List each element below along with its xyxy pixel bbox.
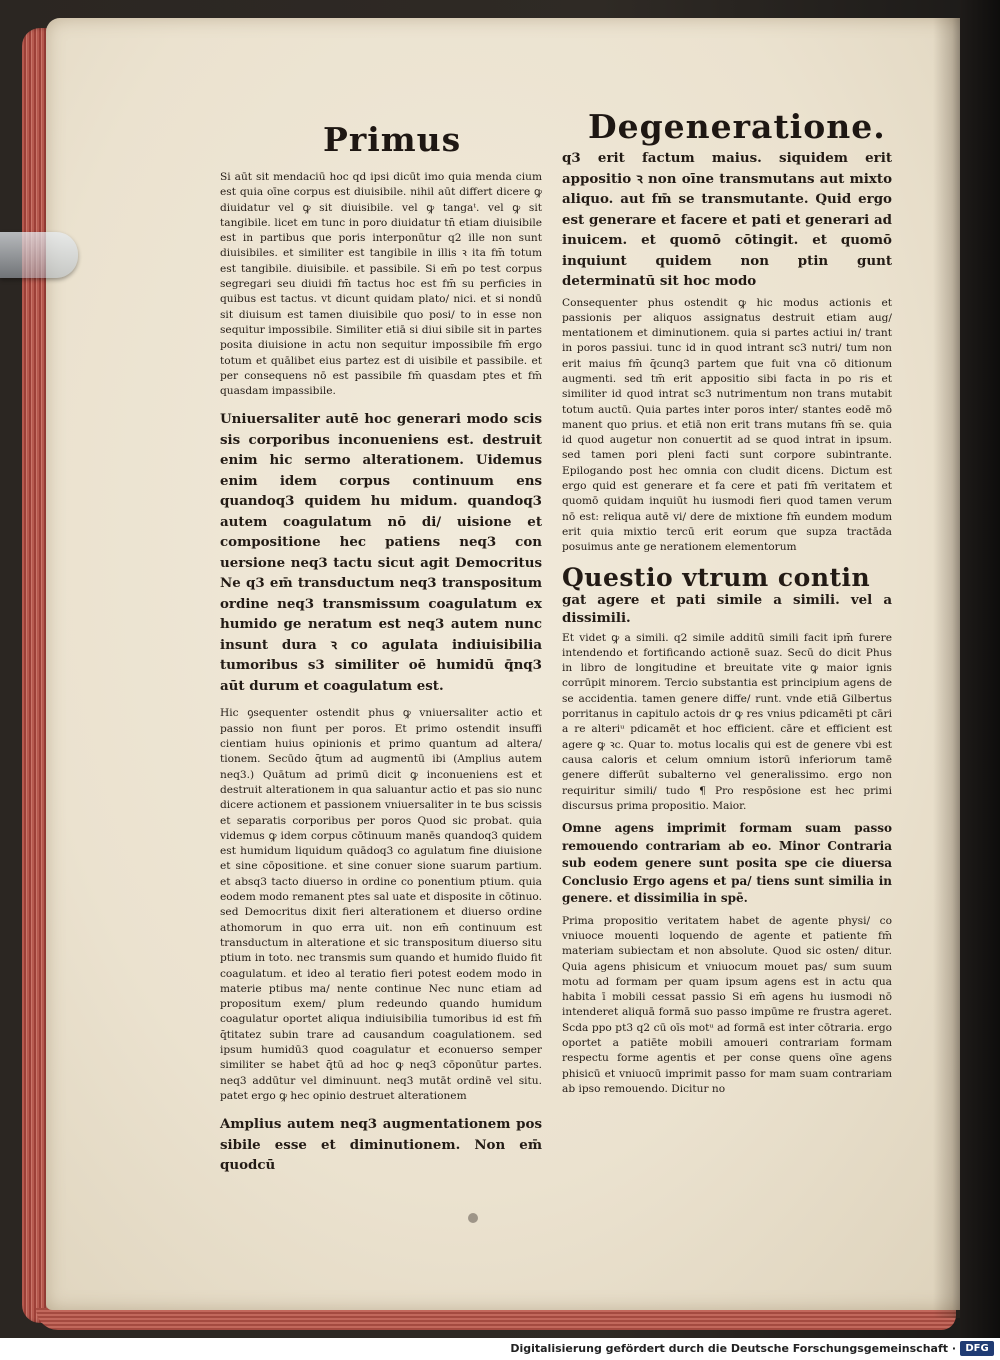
text-block: Si aūt sit mendaciū hoc qd ipsi dicūt imo quia menda cium est quia oīne corpus est diuisibile. nihil aūt differt dicere ꝙ diuidatur vel ꝙ sit diuisibile. vel ꝙ tangaᵗ. vel ꝙ sit tangibile. licet em tunc in poro diuidatur tn̄ etiam diuisibile est in partibus que poris interponūtur q2 ille non sunt diuisibiles. et similiter est tangibile in illis ꝛ ita fm̄ totum est tangibile. diuisibile. et passibile. Si em̄ po test corpus segregari seu diuidi fm̄ tactus hoc est fm̄ su perficies in quibus est tactus. vt dicunt quidam plato/ nici. et si nondū sit diuisum est tamen diuisibile quo posi/ to in esse non sequitur impossibile. Similiter etiā si diui sibile sit in partes posita diuisione in actu non sequitur impossibile fm̄ ergo totum et quālibet eius partez est di uisibile et passibile. et per consequens nō est passibile fm̄ quasdam ptes et fm̄ quasdam impassibile.: [220, 171, 542, 398]
text-block: Hic ꝯsequenter ostendit phus ꝙ vniuersaliter actio et passio non fiunt per poros. Et primo ostendit insuffi cientiam huius opinionis et primo quantum ad altera/ tionem. Secūdo q̄tum ad augmentū ibi (Amplius autem neq3.) Quātum ad primū dicit ꝙ inconueniens est et destruit alterationem in qua saluantur actio et pas sio nunc dicere actionem et passionem vniuersaliter in te bus scissis et separatis corporibus per poros Quod sic probat. quia videmus ꝙ idem corpus cōtinuum manēs quandoq3 quidem est humidum liquidum quādoq3 co agulatum fine diuisione et sine cōpositione. et sine conuer sione suarum partium. et absq3 tacto diuerso in ordine co ponentium ptium. quia eodem modo remanent ptes sal uate et disposite in cōtinuo. sed Democritus dixit fieri alterationem et diuerso ordine athomorum in quo erra uit. non em̄ continuum est transductum in alteratione et sic transpositum diuerso situ ptium in toto. nec transmis sum quando et humido fluido fit coagulatum. et ideo al teratio fieri potest eodem modo in materie ptibus ma/ nente continue Nec nunc etiam ad propositum exem/ plum redeundo quando humidum coagulatur oportet aliqua indiuisibilia tumoribus id est fm̄ q̄titatez subin trare ad causandum coagulationem. sed ipsum humidū3 quod coagulatur et econuerso semper similiter se habet q̄tū ad hoc ꝙ neq3 cōponūtur partes. neq3 addūtur vel diminuunt. neq3 mutāt ordinē vel situ. patet ergo ꝙ hec opinio destruet alterationem: [220, 707, 542, 1102]
text-block: Et videt ꝙ a simili. q2 simile additū simili facit ipm̄ furere intendendo et fortificando actionē suaz. Secū do dicit Phus in libro de longitudine et breuitate vite ꝙ maior ignis corrūpit minorem. Tercio substantia est principium agens de se accidentia. tamen genere diffe/ runt. vnde etiā Gilbertus porritanus in capitulo actois dr ꝙ res vnius pdicamēti pt cāri a re alteriᵘ pdicamēt et hoc efficient. cāre et efficient est agere ꝙ ꝛc. Quar to. motus localis qui est de genere vbi est causa caloris et celum omnium istorū inferiorum tamē genere differūt subalterno vel generalissimo. ergo non requiritur simili/ tudo ¶ Pro respōsione est hec primi discursus prima propositio. Maior.: [562, 631, 892, 812]
page-clip: [0, 232, 78, 278]
dfg-logo-icon: DFG: [960, 1341, 994, 1356]
text-block: q3 erit factum maius. siquidem erit appositio ꝛ non oīne transmutans aut mixto aliquo. aut fm̄ se transmutante. Quid ergo est generare et facere et pati et generari ad inuicem. et quomō cōtingit. et quomō inquiunt quidem non ptin gunt determinatū sit hoc modo: [562, 150, 892, 289]
footer-credit: Digitalisierung gefördert durch die Deutsche Forschungsgemeinschaft ·: [510, 1342, 956, 1355]
text-block: Prima propositio veritatem habet de agente physi/ co vniuoce mouenti loquendo de agente et patiente fm̄ materiam subiectam et non absolute. Quod sic osten/ ditur. Quia agens phisicum et vniuocum mouet pas/ sum suum motu ad formam per quam ipsum agens est in actu qua habita ī mobili cessat passio Si em̄ agens hu iusmodi nō intenderet aliquā formā suo passo impūme re frustra ageret. Scda ppo pt3 q2 cū oīs motᵘ ad formā est inter cōtraria. ergo oportet a patiēte mobili amoueri contrariam formam respectu forme agentis et per conse quens oīne agens phisicū et vniuocū imprimit passo for mam suam contrariam ab ipso remouendo. Dicitur no: [562, 914, 892, 1095]
text-block: Consequenter phus ostendit ꝙ hic modus actionis et passionis per aliquos assignatus destruit etiam aug/ mentationem et diminutionem. quia si partes actiui in/ trant in poros passiui. tunc id in quod intrant sc3 nutri/ tum non erit maius fm̄ q̄cunq3 partem que fuit vna cō ditionum augmenti. sed tm̄ erit appositio sibi facta in po ris et similiter id quod intrat sc3 nutrimentum non trans mutabit totum auctū. Quia partes inter poros inter/ stantes eodē mō manent quo prius. et etiā non erit trans mutans fm̄ se. quia id quod augetur non conuertit ad se quod intrat in ipsum. sed tamen pori pleni facti sunt corpore subintrante. Epilogando post hec omnia con cludit dicens. Dictum est ergo quid est generare et fa cere et pati fm̄ veritatem et quomō quidam inquiūt hu iusmodi fieri quod tamen verum nō est: reliqua autē vi/ dere de mixtione fm̄ eundem modum erit quia mixtio tercū erit eorum que supza tractāda posuimus ante ge nerationem elementorum: [562, 296, 892, 554]
footer-bar: [0, 1338, 1000, 1360]
running-head-left: Primus: [323, 120, 462, 159]
syllogism-block: Omne agens imprimit formam suam passo remouendo contrariam ab eo. Minor Contraria sub eodem genere sunt posita spe cie diuersa Conclusio Ergo agens et pa/ tiens sunt similia in genere. et dissimilia in spē.: [562, 821, 892, 906]
running-head-right: Degeneratione.: [588, 107, 886, 146]
page-block-bottom: [36, 1308, 956, 1330]
question-heading: Questio vtrum contin: [562, 562, 871, 592]
text-block: Amplius autem neq3 augmentationem pos sibile esse et diminutionem. Non em̄ quodcū: [220, 1116, 542, 1174]
text-block: Uniuersaliter autē hoc generari modo scis sis corporibus inconueniens est. destruit enim hic sermo alterationem. Uidemus enim idem corpus continuum ens quandoq3 quidem hu midum. quandoq3 autem coagulatum nō di/ uisione et compositione hec patiens neq3 con uersione neq3 tactu sicut agit Democritus Ne q3 em̄ transductum neq3 transpositum ordine neq3 transmissum coagulatum ex humido ge neratum est neq3 autem nunc insunt dura ꝛ co agulata indiuisibilia tumoribus s3 similiter oē humidū q̄nq3 aūt durum et coagulatum est.: [220, 411, 542, 694]
question-heading-cont: gat agere et pati simile a simili. vel a dissimili.: [562, 591, 892, 626]
facing-page-edge: [960, 0, 1000, 1338]
left-column: [220, 170, 542, 1176]
right-column: [562, 148, 892, 1097]
ink-spot: [468, 1213, 478, 1223]
